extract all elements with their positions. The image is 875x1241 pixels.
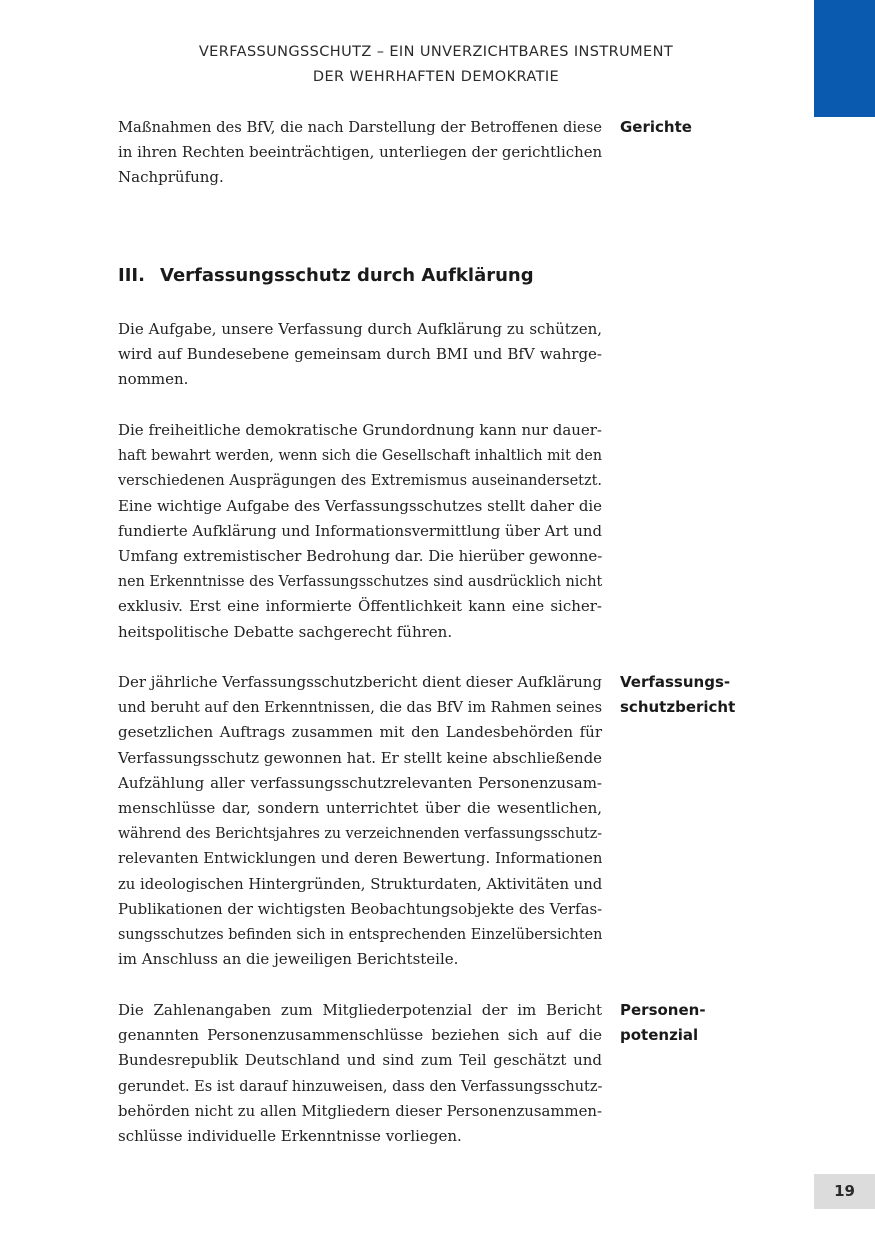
margin-note-line: potenzial <box>620 1026 699 1044</box>
text-line: gerundet. Es ist darauf hinzuweisen, dass den Verfassungsschutz- <box>118 1076 603 1095</box>
text-line: zu ideologischen Hintergründen, Strukturdaten, Aktivitäten und <box>118 874 603 893</box>
text-line: Die freiheitliche demokratische Grundordnung kann nur dauer- <box>118 421 602 439</box>
text-line: verschiedenen Ausprägungen des Extremismus auseinandersetzt. <box>118 471 602 490</box>
margin-note-personenpotenzial <box>620 998 706 1048</box>
margin-note-gerichte <box>620 115 692 140</box>
text-line: Maßnahmen des BfV, die nach Darstellung der Betroffenen diese <box>118 118 602 136</box>
text-line: genannten Personenzusammenschlüsse beziehen sich auf die <box>118 1026 602 1045</box>
text-line: behörden nicht zu allen Mitgliedern dieser Personenzusammen- <box>118 1101 602 1120</box>
text-line: exklusiv. Erst eine informierte Öffentlichkeit kann eine sicher- <box>118 597 602 616</box>
paragraph-gerichte <box>118 115 602 191</box>
margin-note-verfassungsschutzbericht <box>620 670 735 720</box>
text-line: Verfassungsschutz gewonnen hat. Er stellt keine abschließende <box>118 748 603 767</box>
text-line: Der jährliche Verfassungsschutzbericht dient dieser Aufklärung <box>118 673 602 691</box>
running-header-line-2: DER WEHRHAFTEN DEMOKRATIE <box>312 69 560 85</box>
section-number: III. <box>118 265 145 286</box>
section-title: Verfassungsschutz durch Aufklärung <box>160 265 534 286</box>
text-line: wird auf Bundesebene gemeinsam durch BMI und BfV wahrge- <box>118 345 602 364</box>
text-line: nommen. <box>118 370 189 389</box>
margin-note-line: Gerichte <box>620 118 692 136</box>
text-line: nen Erkenntnisse des Verfassungsschutzes sind ausdrücklich nicht <box>118 572 603 591</box>
text-line: relevanten Entwicklungen und deren Bewertung. Informationen <box>118 849 603 868</box>
text-line: Die Zahlenangaben zum Mitgliederpotenzial der im Bericht <box>118 1001 602 1019</box>
text-line: Eine wichtige Aufgabe des Verfassungsschutzes stellt daher die <box>118 496 602 515</box>
paragraph-personenpotenzial <box>118 998 602 1149</box>
paragraph-aufgabe <box>118 317 602 393</box>
text-line: Nachprüfung. <box>118 168 224 187</box>
text-line: Umfang extremistischer Bedrohung dar. Die hierüber gewonne- <box>118 547 603 566</box>
running-header <box>118 40 754 90</box>
text-line: Die Aufgabe, unsere Verfassung durch Aufklärung zu schützen, <box>118 320 602 338</box>
text-line: Bundesrepublik Deutschland und sind zum Teil geschätzt und <box>118 1051 602 1070</box>
text-line: gesetzlichen Auftrags zusammen mit den Landesbehörden für <box>118 723 602 742</box>
text-line: und beruht auf den Erkenntnissen, die das BfV im Rahmen seines <box>118 698 603 717</box>
running-header-line-1: VERFASSUNGSSCHUTZ – EIN UNVERZICHTBARES INSTRUMENT <box>198 44 674 60</box>
paragraph-grundordnung <box>118 418 602 645</box>
text-line: im Anschluss an die jeweiligen Berichtsteile. <box>118 950 459 969</box>
text-line: haft bewahrt werden, wenn sich die Gesellschaft inhaltlich mit den <box>118 446 602 465</box>
text-line: in ihren Rechten beeinträchtigen, unterliegen der gerichtlichen <box>118 143 603 162</box>
text-line: fundierte Aufklärung und Informationsvermittlung über Art und <box>118 521 603 540</box>
text-line: schlüsse individuelle Erkenntnisse vorliegen. <box>118 1127 462 1146</box>
text-line: heitspolitische Debatte sachgerecht führen. <box>118 622 453 641</box>
paragraph-bericht <box>118 670 602 972</box>
text-line: Publikationen der wichtigsten Beobachtungsobjekte des Verfas- <box>118 899 603 918</box>
margin-note-line: Personen- <box>620 1001 706 1019</box>
text-line: während des Berichtsjahres zu verzeichnenden verfassungsschutz- <box>118 824 602 843</box>
text-line: sungsschutzes befinden sich in entsprechenden Einzelübersichten <box>118 925 603 944</box>
text-line: menschlüsse dar, sondern unterrichtet über die wesentlichen, <box>118 799 602 818</box>
chapter-tab <box>814 0 875 117</box>
page-number: 19 <box>814 1174 875 1209</box>
margin-note-line: Verfassungs- <box>620 673 731 691</box>
margin-note-line: schutzbericht <box>620 698 736 716</box>
section-heading <box>118 265 534 286</box>
text-line: Aufzählung aller verfassungsschutzrelevanten Personenzusam- <box>118 773 602 792</box>
